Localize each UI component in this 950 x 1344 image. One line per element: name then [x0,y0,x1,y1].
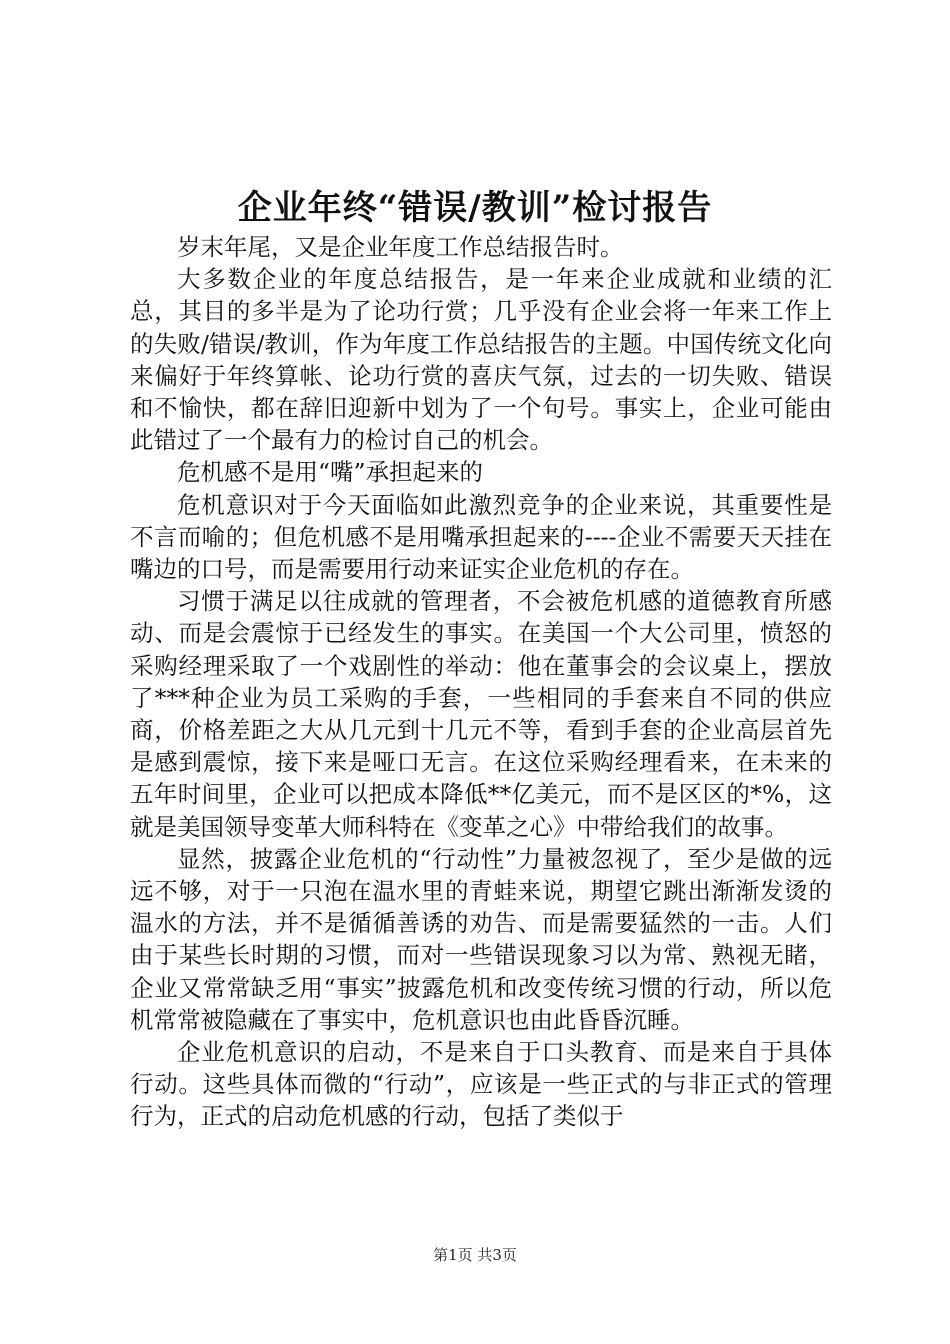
document-body [130,231,832,1133]
page-footer: 第1页 共3页 [433,1246,517,1264]
paragraph-intro: 岁末年尾，又是企业年度工作总结报告时。 [177,233,624,261]
paragraph-crisis-awareness: 危机意识对于今天面临如此激烈竞争的企业来说，其重要性是不言而喻的；但危机感不是用嘴承担起来的----企业不需要天天挂在嘴边的口号，而是需要用行动来证实企业危机的存在。 [130,490,832,584]
document-title: 企业年终“错误/教训”检讨报告 [237,188,713,228]
paragraph-action: 企业危机意识的启动，不是来自于口头教育、而是来自于具体行动。这些具体而微的“行动”，应该是一些正式的与非正式的管理行为，正式的启动危机感的行动，包括了类似于 [130,1038,832,1131]
paragraph-frog-analogy: 显然，披露企业危机的“行动性”力量被忽视了，至少是做的远远不够，对于一只泡在温水里的青蛙来说，期望它跳出渐渐发烫的温水的方法，并不是循循善诱的劝告、而是需要猛然的一击。人们由于某些长时期的习惯，而对一些错误现象习以为常、熟视无睹，企业又常常缺乏用“事实”披露危机和改变传统习惯的行动，所以危机常常被隐藏在了事实中，危机意识也由此昏昏沉睡。 [130,844,832,1034]
paragraph-gloves-story: 习惯于满足以往成就的管理者，不会被危机感的道德教育所感动、而是会震惊于已经发生的事实。在美国一个大公司里，愤怒的采购经理采取了一个戏剧性的举动：他在董事会的会议桌上，摆放了***种企业为员工采购的手套，一些相同的手套来自不同的供应商，价格差距之大从几元到十几元不等，看到手套的企业高层首先是感到震惊，接下来是哑口无言。在这位采购经理看来，在未来的五年时间里，企业可以把成本降低**亿美元，而不是区区的*%，这就是美国领导变革大师科特在《变革之心》中带给我们的故事。 [130,587,832,841]
paragraph-annual-report: 大多数企业的年度总结报告，是一年来企业成就和业绩的汇总，其目的多半是为了论功行赏；几乎没有企业会将一年来工作上的失败/错误/教训，作为年度工作总结报告的主题。中国传统文化向来偏好于年终算帐、论功行赏的喜庆气氛，过去的一切失败、错误和不愉快，都在辞旧迎新中划为了一个句号。事实上，企业可能由此错过了一个最有力的检讨自己的机会。 [130,265,832,455]
section-heading-crisis: 危机感不是用“嘴”承担起来的 [177,458,484,487]
